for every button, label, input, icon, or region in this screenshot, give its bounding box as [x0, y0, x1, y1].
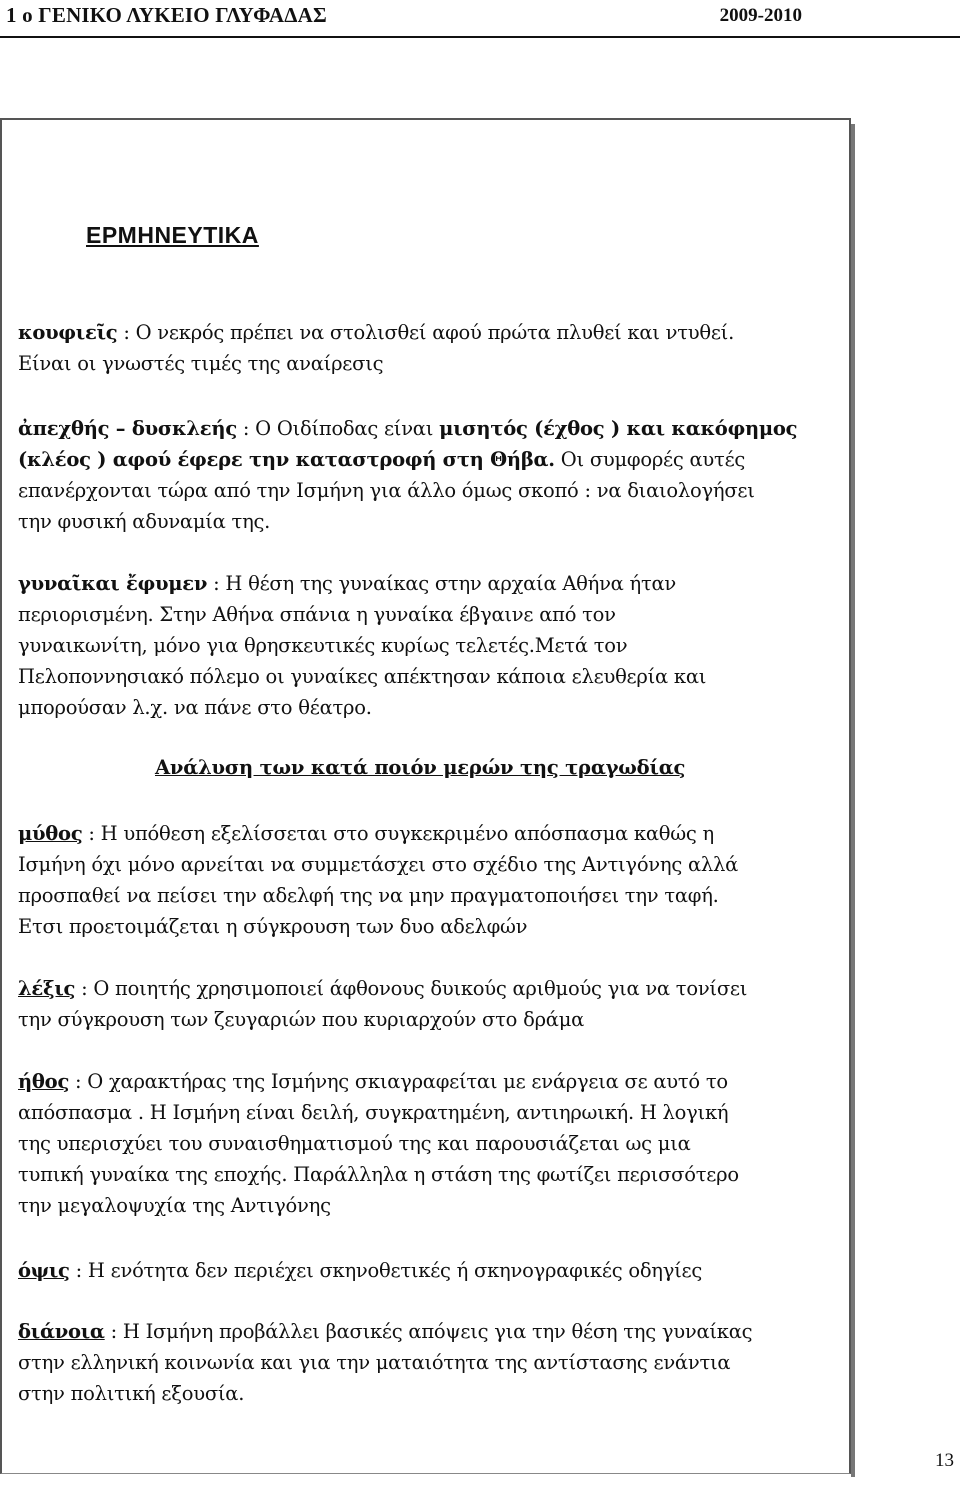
school-year: 2009-2010 [719, 5, 802, 26]
term: ἀπεχθής – δυσκλεής [18, 417, 237, 440]
analysis-heading: Ανάλυση των κατά ποιόν μερών της τραγωδίας [155, 756, 686, 779]
term: κουφιεῖς [18, 321, 118, 344]
paragraph-dianoia: διάνοια : Η Ισμήνη προβάλλει βασικές απόψεις για την θέση της γυναίκας στην ελληνική κοινωνία και για την ματαιότητα της αντίστασης ενάντια στην πολιτική εξουσία. [18, 1320, 753, 1405]
section-title: ΕΡΜΗΝΕΥΤΙΚΑ [86, 222, 259, 248]
term: όψις [18, 1259, 70, 1282]
paragraph-ithos: ήθος : Ο χαρακτήρας της Ισμήνης σκιαγραφείται με ενάργεια σε αυτό το απόσπασμα . Η Ισμήνη είναι δειλή, συγκρατημένη, αντιηρωική. Η λογική της υπερισχύει του συναισθηματισμού της και παρουσιάζεται ως μια τυπική γυναίκα της εποχής. Παράλληλα η στάση της φωτίζει περισσότερο την μεγαλοψυχία της Αντιγόνης [18, 1070, 739, 1217]
header-rule [0, 36, 960, 38]
school-name: 1 ο ΓΕΝΙΚΟ ΛΥΚΕΙΟ ΓΛΥΦΑΔΑΣ [6, 3, 327, 27]
paragraph-mythos: μύθος : Η υπόθεση εξελίσσεται στο συγκεκριμένο απόσπασμα καθώς η Ισμήνη όχι μόνο αρνείται να συμμετάσχει στο σχέδιο της Αντιγόνης αλλά προσπαθεί να πείσει την αδελφή της να μην πραγματοποιήσει την ταφή. Ετσι προετοιμάζεται η σύγκρουση των δυο αδελφών [18, 822, 739, 938]
term: ήθος [18, 1070, 70, 1093]
paragraph-gynaikai: γυναῖκαι ἔφυμεν : Η θέση της γυναίκας στην αρχαία Αθήνα ήταν περιορισμένη. Στην Αθήνα σπάνια η γυναίκα έβγαινε από τον γυναικωνίτη, μόνο για θρησκευτικές κυρίως τελετές.Μετά τον Πελοποννησιακό πόλεμο οι γυναίκες απέκτησαν κάποια ελευθερία και μπορούσαν λ.χ. να πάνε στο θέατρο. [18, 572, 707, 719]
page-number: 13 [935, 1450, 954, 1471]
term: λέξις [18, 977, 76, 1000]
page-header [0, 0, 960, 40]
paragraph-koufieis: κουφιεῖς : Ο νεκρός πρέπει να στολισθεί αφού πρώτα πλυθεί και ντυθεί. Είναι οι γνωστές τιμές της αναίρεσις [18, 321, 735, 375]
term: μύθος [18, 822, 83, 845]
paragraph-apechthis: ἀπεχθής – δυσκλεής : Ο Οιδίποδας είναι μισητός (έχθος ) και κακόφημος (κλέος ) αφού έφερε την καταστροφή στη Θήβα. Οι συμφορές αυτές επανέρχονται τώρα από την Ισμήνη για άλλο όμως σκοπό : να διαιολογήσει την φυσική αδυναμία της. [18, 417, 798, 533]
term: γυναῖκαι ἔφυμεν [18, 572, 208, 595]
term: διάνοια [18, 1320, 105, 1343]
paragraph-opsis: όψις : Η ενότητα δεν περιέχει σκηνοθετικές ή σκηνογραφικές οδηγίες [18, 1259, 703, 1282]
paragraph-lexis: λέξις : Ο ποιητής χρησιμοποιεί άφθονους δυικούς αριθμούς για να τονίσει την σύγκρουση των ζευγαριών που κυριαρχούν στο δράμα [18, 977, 748, 1031]
